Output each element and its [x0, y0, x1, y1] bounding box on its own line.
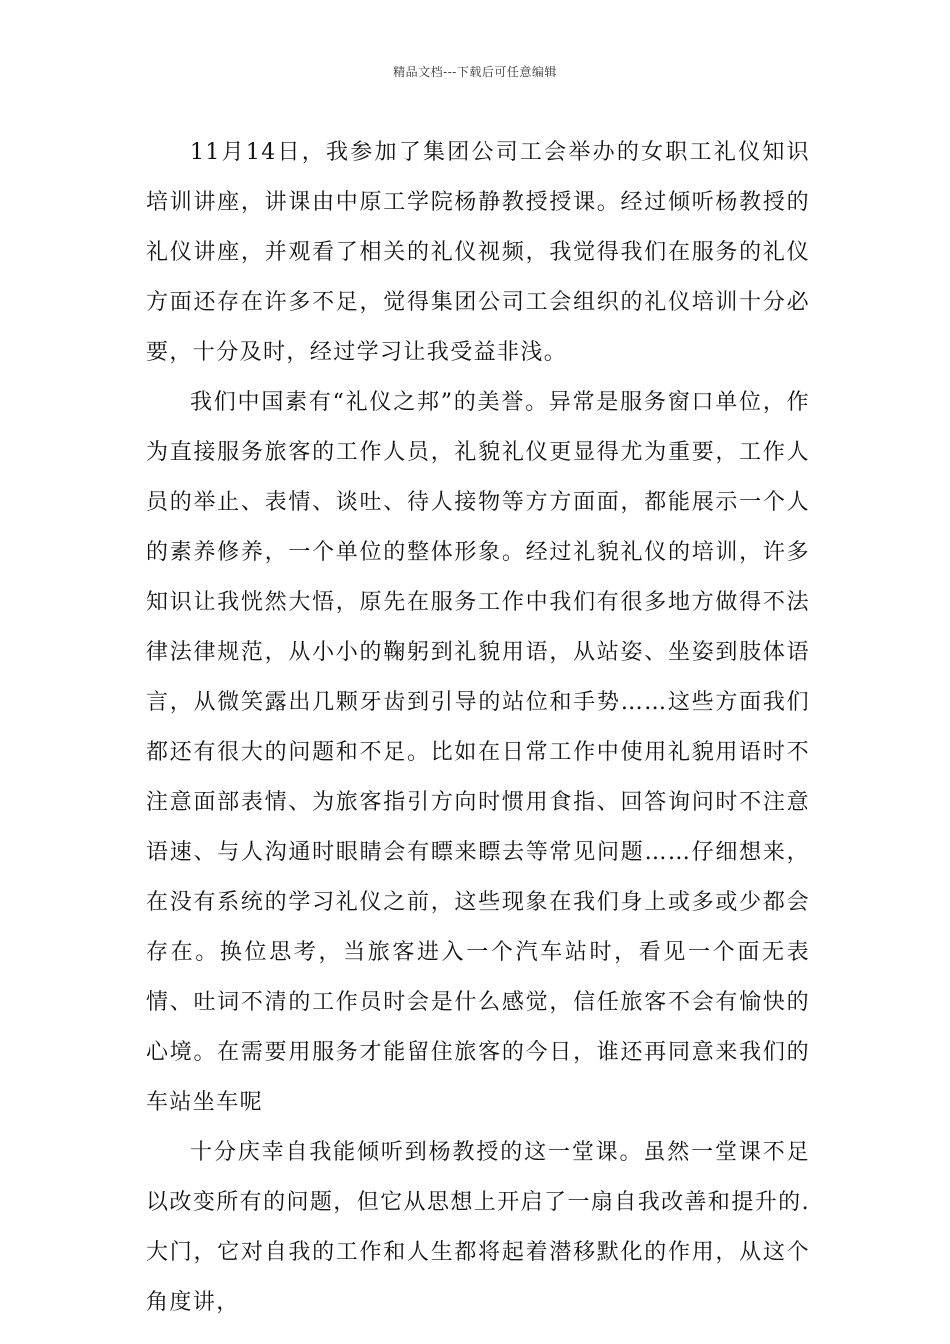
- paragraph-2: 我们中国素有“礼仪之邦”的美誉。异常是服务窗口单位，作为直接服务旅客的工作人员，礼貌礼仪更显得尤为重要，工作人员的举止、表情、谈吐、待人接物等方方面面，都能展示一个人的素养修养，一个单位的整体形象。经过礼貌礼仪的培训，许多知识让我恍然大悟，原先在服务工作中我们有很多地方做得不法律法律规范，从小小的鞠躬到礼貌用语，从站姿、坐姿到肢体语言，从微笑露出几颗牙齿到引导的站位和手势……这些方面我们都还有很大的问题和不足。比如在日常工作中使用礼貌用语时不注意面部表情、为旅客指引方向时惯用食指、回答询问时不注意语速、与人沟通时眼睛会有瞟来瞟去等常见问题……仔细想来，在没有系统的学习礼仪之前，这些现象在我们身上或多或少都会存在。换位思考，当旅客进入一个汽车站时，看见一个面无表情、吐词不清的工作员时会是什么感觉，信任旅客不会有愉快的心境。在需要用服务才能留住旅客的今日，谁还再同意来我们的车站坐车呢: [146, 390, 810, 1115]
- document-body: [146, 128, 810, 1328]
- paragraph-1: 11月14日，我参加了集团公司工会举办的女职工礼仪知识培训讲座，讲课由中原工学院杨静教授授课。经过倾听杨教授的礼仪讲座，并观看了相关的礼仪视频，我觉得我们在服务的礼仪方面还存在许多不足，觉得集团公司工会组织的礼仪培训十分必要，十分及时，经过学习让我受益非浅。: [146, 140, 810, 365]
- paragraph-3: 十分庆幸自我能倾听到杨教授的这一堂课。虽然一堂课不足以改变所有的问题，但它从思想上开启了一扇自我改善和提升的.大门，它对自我的工作和人生都将起着潜移默化的作用，从这个角度讲，: [146, 1140, 810, 1315]
- page-header: 精品文档---下载后可任意编辑: [393, 65, 557, 79]
